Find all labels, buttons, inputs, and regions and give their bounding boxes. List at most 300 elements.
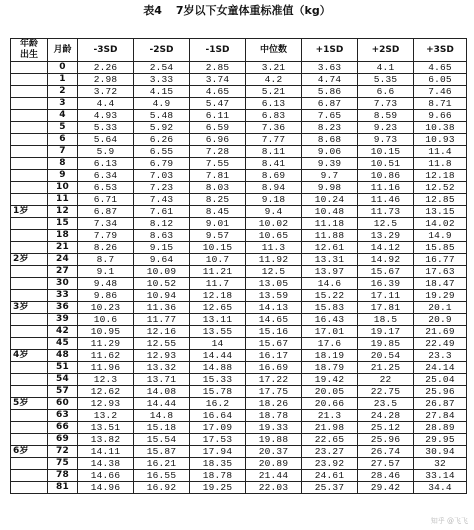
table-row <box>11 350 467 362</box>
value-cell: 5.35 <box>358 74 414 86</box>
value-cell: 20.66 <box>302 398 358 410</box>
col-header-minus2sd: -2SD <box>134 39 190 62</box>
month-cell: 45 <box>48 338 78 350</box>
value-cell: 8.12 <box>134 218 190 230</box>
month-cell: 27 <box>48 266 78 278</box>
value-cell: 12.16 <box>134 326 190 338</box>
value-cell: 17.63 <box>414 266 467 278</box>
value-cell: 5.92 <box>134 122 190 134</box>
value-cell: 6.87 <box>78 206 134 218</box>
value-cell: 32 <box>414 458 467 470</box>
value-cell: 9.4 <box>246 206 302 218</box>
age-cell <box>11 326 48 338</box>
value-cell: 15.33 <box>190 374 246 386</box>
value-cell: 12.5 <box>246 266 302 278</box>
table-row <box>11 458 467 470</box>
value-cell: 2.85 <box>190 62 246 74</box>
value-cell: 25.04 <box>414 374 467 386</box>
value-cell: 21.69 <box>414 326 467 338</box>
value-cell: 10.93 <box>414 134 467 146</box>
value-cell: 20.1 <box>414 302 467 314</box>
value-cell: 12.18 <box>190 290 246 302</box>
value-cell: 12.93 <box>78 398 134 410</box>
table-row <box>11 422 467 434</box>
value-cell: 10.15 <box>358 146 414 158</box>
value-cell: 11.7 <box>190 278 246 290</box>
table-title <box>0 3 474 19</box>
table-row <box>11 194 467 206</box>
value-cell: 13.55 <box>190 326 246 338</box>
value-cell: 12.62 <box>78 386 134 398</box>
value-cell: 10.51 <box>358 158 414 170</box>
value-cell: 13.82 <box>78 434 134 446</box>
value-cell: 6.96 <box>190 134 246 146</box>
age-cell <box>11 314 48 326</box>
value-cell: 14.66 <box>78 470 134 482</box>
value-cell: 12.5 <box>358 218 414 230</box>
value-cell: 7.28 <box>190 146 246 158</box>
value-cell: 7.43 <box>134 194 190 206</box>
value-cell: 5.33 <box>78 122 134 134</box>
value-cell: 7.36 <box>246 122 302 134</box>
value-cell: 9.1 <box>78 266 134 278</box>
table-row <box>11 302 467 314</box>
value-cell: 16.21 <box>134 458 190 470</box>
value-cell: 17.22 <box>246 374 302 386</box>
value-cell: 19.88 <box>246 434 302 446</box>
col-header-median: 中位数 <box>246 39 302 62</box>
month-cell: 69 <box>48 434 78 446</box>
value-cell: 6.87 <box>302 98 358 110</box>
value-cell: 9.86 <box>78 290 134 302</box>
month-cell: 39 <box>48 314 78 326</box>
table-row <box>11 470 467 482</box>
value-cell: 10.94 <box>134 290 190 302</box>
month-cell: 75 <box>48 458 78 470</box>
age-cell <box>11 74 48 86</box>
value-cell: 21.98 <box>302 422 358 434</box>
value-cell: 10.38 <box>414 122 467 134</box>
table-row <box>11 158 467 170</box>
value-cell: 17.94 <box>190 446 246 458</box>
table-row <box>11 206 467 218</box>
value-cell: 17.09 <box>190 422 246 434</box>
value-cell: 9.73 <box>358 134 414 146</box>
month-cell: 4 <box>48 110 78 122</box>
value-cell: 15.87 <box>134 446 190 458</box>
table-row <box>11 326 467 338</box>
month-header: 月龄 <box>48 39 78 62</box>
value-cell: 17.6 <box>302 338 358 350</box>
value-cell: 24.28 <box>358 410 414 422</box>
value-cell: 14.38 <box>78 458 134 470</box>
value-cell: 6.11 <box>190 110 246 122</box>
value-cell: 22.65 <box>302 434 358 446</box>
age-cell <box>11 278 48 290</box>
value-cell: 12.85 <box>414 194 467 206</box>
value-cell: 28.89 <box>414 422 467 434</box>
value-cell: 13.29 <box>358 230 414 242</box>
value-cell: 18.35 <box>190 458 246 470</box>
value-cell: 16.43 <box>302 314 358 326</box>
value-cell: 14.44 <box>190 350 246 362</box>
month-cell: 11 <box>48 194 78 206</box>
value-cell: 18.79 <box>302 362 358 374</box>
value-cell: 17.11 <box>358 290 414 302</box>
value-cell: 14.02 <box>414 218 467 230</box>
month-cell: 3 <box>48 98 78 110</box>
value-cell: 11.46 <box>358 194 414 206</box>
value-cell: 4.93 <box>78 110 134 122</box>
table-row <box>11 374 467 386</box>
table-row <box>11 122 467 134</box>
value-cell: 25.12 <box>358 422 414 434</box>
value-cell: 11.29 <box>78 338 134 350</box>
value-cell: 6.26 <box>134 134 190 146</box>
value-cell: 6.13 <box>78 158 134 170</box>
value-cell: 13.05 <box>246 278 302 290</box>
age-cell <box>11 170 48 182</box>
value-cell: 20.9 <box>414 314 467 326</box>
value-cell: 22.03 <box>246 482 302 494</box>
value-cell: 12.18 <box>414 170 467 182</box>
month-cell: 63 <box>48 410 78 422</box>
month-cell: 81 <box>48 482 78 494</box>
table-row <box>11 230 467 242</box>
table-row <box>11 266 467 278</box>
value-cell: 14.9 <box>414 230 467 242</box>
value-cell: 24.61 <box>302 470 358 482</box>
value-cell: 10.15 <box>190 242 246 254</box>
month-cell: 48 <box>48 350 78 362</box>
value-cell: 3.63 <box>302 62 358 74</box>
value-cell: 7.81 <box>190 170 246 182</box>
age-cell: 5岁 <box>11 398 48 410</box>
month-cell: 15 <box>48 218 78 230</box>
table-row <box>11 134 467 146</box>
value-cell: 9.23 <box>358 122 414 134</box>
value-cell: 20.89 <box>246 458 302 470</box>
table-row <box>11 218 467 230</box>
value-cell: 18.47 <box>414 278 467 290</box>
table-row <box>11 146 467 158</box>
watermark: 知乎 @飞飞 <box>430 517 468 525</box>
age-cell <box>11 458 48 470</box>
value-cell: 11.36 <box>134 302 190 314</box>
value-cell: 11.77 <box>134 314 190 326</box>
age-cell <box>11 470 48 482</box>
age-cell <box>11 122 48 134</box>
value-cell: 11.88 <box>302 230 358 242</box>
value-cell: 4.65 <box>414 62 467 74</box>
value-cell: 4.15 <box>134 86 190 98</box>
value-cell: 10.86 <box>358 170 414 182</box>
value-cell: 2.98 <box>78 74 134 86</box>
age-cell <box>11 158 48 170</box>
month-cell: 6 <box>48 134 78 146</box>
age-cell <box>11 386 48 398</box>
table-row <box>11 182 467 194</box>
table-row <box>11 170 467 182</box>
value-cell: 22.49 <box>414 338 467 350</box>
value-cell: 16.55 <box>134 470 190 482</box>
age-cell <box>11 410 48 422</box>
value-cell: 26.87 <box>414 398 467 410</box>
value-cell: 6.83 <box>246 110 302 122</box>
value-cell: 12.93 <box>134 350 190 362</box>
value-cell: 9.39 <box>302 158 358 170</box>
table-row <box>11 242 467 254</box>
value-cell: 10.95 <box>78 326 134 338</box>
value-cell: 7.73 <box>358 98 414 110</box>
value-cell: 22 <box>358 374 414 386</box>
value-cell: 23.92 <box>302 458 358 470</box>
value-cell: 17.81 <box>358 302 414 314</box>
month-cell: 66 <box>48 422 78 434</box>
value-cell: 4.74 <box>302 74 358 86</box>
value-cell: 7.23 <box>134 182 190 194</box>
value-cell: 15.16 <box>246 326 302 338</box>
value-cell: 11.92 <box>246 254 302 266</box>
header-row <box>11 39 467 62</box>
value-cell: 3.74 <box>190 74 246 86</box>
value-cell: 15.54 <box>134 434 190 446</box>
value-cell: 4.4 <box>78 98 134 110</box>
value-cell: 19.17 <box>358 326 414 338</box>
value-cell: 11.62 <box>78 350 134 362</box>
value-cell: 3.72 <box>78 86 134 98</box>
value-cell: 6.71 <box>78 194 134 206</box>
value-cell: 14.8 <box>134 410 190 422</box>
value-cell: 4.1 <box>358 62 414 74</box>
value-cell: 23.3 <box>414 350 467 362</box>
age-cell <box>11 290 48 302</box>
month-cell: 54 <box>48 374 78 386</box>
age-cell <box>11 194 48 206</box>
table-row <box>11 314 467 326</box>
value-cell: 3.21 <box>246 62 302 74</box>
value-cell: 11.73 <box>358 206 414 218</box>
table-row <box>11 362 467 374</box>
table-body <box>11 62 467 494</box>
value-cell: 15.18 <box>134 422 190 434</box>
value-cell: 15.67 <box>358 266 414 278</box>
value-cell: 17.01 <box>302 326 358 338</box>
month-cell: 10 <box>48 182 78 194</box>
col-header-plus2sd: +2SD <box>358 39 414 62</box>
age-cell: 3岁 <box>11 302 48 314</box>
col-header-plus1sd: +1SD <box>302 39 358 62</box>
value-cell: 13.71 <box>134 374 190 386</box>
value-cell: 6.55 <box>134 146 190 158</box>
month-cell: 57 <box>48 386 78 398</box>
value-cell: 14.6 <box>302 278 358 290</box>
value-cell: 34.4 <box>414 482 467 494</box>
value-cell: 14 <box>190 338 246 350</box>
table-label: 表4 <box>143 4 162 17</box>
value-cell: 14.65 <box>246 314 302 326</box>
value-cell: 8.69 <box>246 170 302 182</box>
value-cell: 3.33 <box>134 74 190 86</box>
table-row <box>11 98 467 110</box>
age-cell: 2岁 <box>11 254 48 266</box>
value-cell: 15.83 <box>302 302 358 314</box>
age-cell: 6岁 <box>11 446 48 458</box>
value-cell: 16.69 <box>246 362 302 374</box>
value-cell: 18.78 <box>190 470 246 482</box>
month-cell: 21 <box>48 242 78 254</box>
age-cell <box>11 62 48 74</box>
table-row <box>11 446 467 458</box>
value-cell: 12.3 <box>78 374 134 386</box>
value-cell: 8.68 <box>302 134 358 146</box>
value-cell: 10.65 <box>246 230 302 242</box>
table-row <box>11 482 467 494</box>
table-row <box>11 290 467 302</box>
value-cell: 11.4 <box>414 146 467 158</box>
value-cell: 6.53 <box>78 182 134 194</box>
value-cell: 12.52 <box>414 182 467 194</box>
value-cell: 15.67 <box>246 338 302 350</box>
value-cell: 8.71 <box>414 98 467 110</box>
value-cell: 11.96 <box>78 362 134 374</box>
value-cell: 10.24 <box>302 194 358 206</box>
table-row <box>11 410 467 422</box>
value-cell: 16.64 <box>190 410 246 422</box>
value-cell: 5.86 <box>302 86 358 98</box>
age-cell: 1岁 <box>11 206 48 218</box>
value-cell: 15.22 <box>302 290 358 302</box>
month-cell: 60 <box>48 398 78 410</box>
value-cell: 17.53 <box>190 434 246 446</box>
value-cell: 5.47 <box>190 98 246 110</box>
age-cell <box>11 242 48 254</box>
value-cell: 27.84 <box>414 410 467 422</box>
table-row <box>11 398 467 410</box>
value-cell: 29.95 <box>414 434 467 446</box>
value-cell: 21.25 <box>358 362 414 374</box>
value-cell: 20.05 <box>302 386 358 398</box>
table-title-text: 7岁以下女童体重标准值（kg） <box>175 4 331 17</box>
value-cell: 11.18 <box>302 218 358 230</box>
value-cell: 6.13 <box>246 98 302 110</box>
value-cell: 18.5 <box>358 314 414 326</box>
value-cell: 12.61 <box>302 242 358 254</box>
value-cell: 8.23 <box>302 122 358 134</box>
value-cell: 24.14 <box>414 362 467 374</box>
value-cell: 4.2 <box>246 74 302 86</box>
value-cell: 15.85 <box>414 242 467 254</box>
value-cell: 18.78 <box>246 410 302 422</box>
table-row <box>11 386 467 398</box>
value-cell: 8.25 <box>190 194 246 206</box>
age-cell <box>11 338 48 350</box>
month-cell: 1 <box>48 74 78 86</box>
value-cell: 9.7 <box>302 170 358 182</box>
value-cell: 16.17 <box>246 350 302 362</box>
value-cell: 9.15 <box>134 242 190 254</box>
value-cell: 5.48 <box>134 110 190 122</box>
value-cell: 15.78 <box>190 386 246 398</box>
value-cell: 4.65 <box>190 86 246 98</box>
value-cell: 21.44 <box>246 470 302 482</box>
birth-header-label: 出生 <box>19 50 38 60</box>
age-header-label: 年龄 <box>19 39 38 49</box>
value-cell: 23.27 <box>302 446 358 458</box>
table-row <box>11 74 467 86</box>
month-cell: 72 <box>48 446 78 458</box>
value-cell: 9.01 <box>190 218 246 230</box>
value-cell: 11.3 <box>246 242 302 254</box>
value-cell: 19.33 <box>246 422 302 434</box>
value-cell: 9.06 <box>302 146 358 158</box>
value-cell: 14.44 <box>134 398 190 410</box>
table-row <box>11 278 467 290</box>
value-cell: 5.21 <box>246 86 302 98</box>
value-cell: 27.57 <box>358 458 414 470</box>
value-cell: 7.65 <box>302 110 358 122</box>
age-cell <box>11 230 48 242</box>
value-cell: 9.48 <box>78 278 134 290</box>
age-cell <box>11 422 48 434</box>
col-header-plus3sd: +3SD <box>414 39 467 62</box>
value-cell: 10.23 <box>78 302 134 314</box>
month-cell: 78 <box>48 470 78 482</box>
value-cell: 30.94 <box>414 446 467 458</box>
value-cell: 18.26 <box>246 398 302 410</box>
value-cell: 6.79 <box>134 158 190 170</box>
month-cell: 5 <box>48 122 78 134</box>
value-cell: 29.42 <box>358 482 414 494</box>
value-cell: 20.54 <box>358 350 414 362</box>
value-cell: 10.7 <box>190 254 246 266</box>
value-cell: 8.7 <box>78 254 134 266</box>
month-cell: 9 <box>48 170 78 182</box>
age-cell <box>11 434 48 446</box>
month-cell: 0 <box>48 62 78 74</box>
value-cell: 14.08 <box>134 386 190 398</box>
value-cell: 7.46 <box>414 86 467 98</box>
value-cell: 4.9 <box>134 98 190 110</box>
value-cell: 13.97 <box>302 266 358 278</box>
table-row <box>11 62 467 74</box>
value-cell: 5.9 <box>78 146 134 158</box>
month-cell: 36 <box>48 302 78 314</box>
value-cell: 23.5 <box>358 398 414 410</box>
value-cell: 8.41 <box>246 158 302 170</box>
value-cell: 6.59 <box>190 122 246 134</box>
value-cell: 2.26 <box>78 62 134 74</box>
month-cell: 2 <box>48 86 78 98</box>
value-cell: 14.92 <box>358 254 414 266</box>
value-cell: 25.96 <box>358 434 414 446</box>
value-cell: 13.31 <box>302 254 358 266</box>
value-cell: 10.48 <box>302 206 358 218</box>
month-cell: 30 <box>48 278 78 290</box>
value-cell: 12.55 <box>134 338 190 350</box>
value-cell: 22.75 <box>358 386 414 398</box>
value-cell: 19.85 <box>358 338 414 350</box>
value-cell: 14.11 <box>78 446 134 458</box>
value-cell: 9.64 <box>134 254 190 266</box>
month-cell: 51 <box>48 362 78 374</box>
col-header-minus1sd: -1SD <box>190 39 246 62</box>
age-cell: 4岁 <box>11 350 48 362</box>
col-header-minus3sd: -3SD <box>78 39 134 62</box>
age-cell <box>11 218 48 230</box>
month-cell: 12 <box>48 206 78 218</box>
value-cell: 33.14 <box>414 470 467 482</box>
